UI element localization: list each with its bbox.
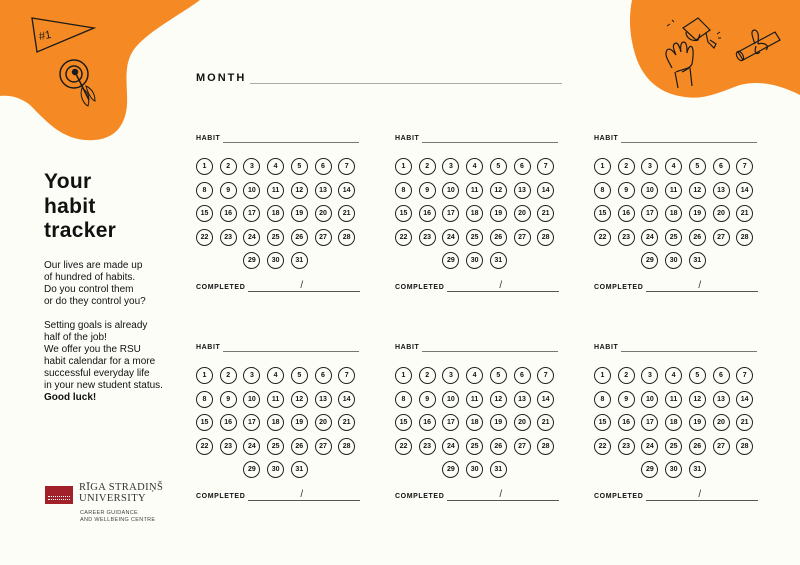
day-grid	[395, 158, 565, 276]
title-line: habit	[44, 194, 96, 218]
habit-input-line[interactable]	[422, 344, 558, 352]
month-field[interactable]	[196, 72, 562, 84]
day-circle[interactable]: 9	[419, 391, 436, 408]
completed-input-line[interactable]	[248, 489, 360, 501]
day-circle[interactable]: 22	[594, 229, 611, 246]
day-circle[interactable]: 16	[618, 205, 635, 222]
day-circle[interactable]: 24	[442, 438, 459, 455]
day-circle[interactable]: 1	[395, 158, 412, 175]
day-circle[interactable]: 14	[736, 391, 753, 408]
day-circle[interactable]: 10	[641, 182, 658, 199]
habit-label: HABIT	[594, 344, 619, 351]
completed-field[interactable]	[594, 489, 764, 501]
completed-input-line[interactable]	[447, 489, 559, 501]
completed-separator: /	[499, 280, 503, 291]
habit-block	[395, 340, 565, 501]
day-circle[interactable]: 9	[220, 391, 237, 408]
habit-block	[594, 131, 764, 292]
day-circle[interactable]: 3	[641, 367, 658, 384]
day-circle[interactable]: 12	[689, 391, 706, 408]
day-circle[interactable]: 16	[419, 205, 436, 222]
day-circle[interactable]: 7	[338, 367, 355, 384]
habit-label: HABIT	[196, 135, 221, 142]
day-circle[interactable]: 25	[665, 229, 682, 246]
completed-separator: /	[698, 280, 702, 291]
day-circle[interactable]: 21	[736, 414, 753, 431]
completed-field[interactable]	[395, 489, 565, 501]
text-line: successful everyday life	[44, 368, 150, 380]
day-circle[interactable]: 15	[594, 205, 611, 222]
day-circle[interactable]: 11	[267, 391, 284, 408]
day-circle[interactable]: 17	[442, 205, 459, 222]
day-circle[interactable]: 15	[196, 414, 213, 431]
day-circle[interactable]: 12	[291, 182, 308, 199]
completed-label: COMPLETED	[594, 493, 644, 500]
month-input-line[interactable]	[250, 73, 562, 84]
day-circle[interactable]: 21	[537, 414, 554, 431]
day-circle[interactable]: 25	[466, 229, 483, 246]
day-circle[interactable]: 3	[442, 367, 459, 384]
day-circle[interactable]: 28	[736, 438, 753, 455]
day-circle[interactable]: 14	[736, 182, 753, 199]
day-circle[interactable]: 17	[641, 414, 658, 431]
day-circle[interactable]: 7	[537, 367, 554, 384]
day-circle[interactable]: 20	[713, 414, 730, 431]
day-circle[interactable]: 9	[220, 182, 237, 199]
completed-label: COMPLETED	[594, 284, 644, 291]
habit-field[interactable]	[594, 131, 764, 143]
day-circle[interactable]: 7	[338, 158, 355, 175]
top-left-decoration	[0, 0, 210, 150]
day-circle[interactable]: 7	[736, 367, 753, 384]
day-circle[interactable]: 1	[395, 367, 412, 384]
day-circle[interactable]: 13	[315, 182, 332, 199]
day-circle[interactable]: 19	[490, 414, 507, 431]
day-circle[interactable]: 28	[537, 438, 554, 455]
day-circle[interactable]: 25	[267, 229, 284, 246]
day-circle[interactable]: 28	[338, 229, 355, 246]
habit-block	[594, 340, 764, 501]
habit-input-line[interactable]	[621, 135, 757, 143]
day-circle[interactable]: 12	[490, 391, 507, 408]
completed-separator: /	[698, 489, 702, 500]
day-circle[interactable]: 17	[442, 414, 459, 431]
day-circle[interactable]: 28	[736, 229, 753, 246]
day-circle[interactable]: 22	[196, 229, 213, 246]
day-circle[interactable]: 29	[442, 461, 459, 478]
day-circle[interactable]: 5	[689, 367, 706, 384]
day-circle[interactable]: 27	[514, 438, 531, 455]
day-circle[interactable]: 11	[466, 182, 483, 199]
day-circle[interactable]: 31	[490, 252, 507, 269]
day-circle[interactable]: 14	[338, 391, 355, 408]
day-circle[interactable]: 25	[665, 438, 682, 455]
day-circle[interactable]: 23	[419, 438, 436, 455]
day-circle[interactable]: 9	[419, 182, 436, 199]
day-circle[interactable]: 25	[267, 438, 284, 455]
completed-label: COMPLETED	[196, 284, 246, 291]
logo-sub-line2: AND WELLBEING CENTRE	[80, 517, 156, 523]
day-circle[interactable]: 27	[315, 229, 332, 246]
day-circle[interactable]: 4	[466, 158, 483, 175]
day-circle[interactable]: 13	[315, 391, 332, 408]
day-circle[interactable]: 2	[419, 158, 436, 175]
page-title	[44, 170, 194, 244]
day-circle[interactable]: 22	[196, 438, 213, 455]
day-circle[interactable]: 6	[514, 158, 531, 175]
habit-block	[196, 131, 366, 292]
day-circle[interactable]: 5	[490, 158, 507, 175]
day-circle[interactable]: 30	[267, 461, 284, 478]
day-circle[interactable]: 27	[713, 229, 730, 246]
day-circle[interactable]: 2	[419, 367, 436, 384]
day-circle[interactable]: 20	[315, 414, 332, 431]
day-circle[interactable]: 4	[267, 367, 284, 384]
day-circle[interactable]: 31	[291, 252, 308, 269]
text-line: of hundred of habits.	[44, 271, 136, 283]
text-line: Do you control them	[44, 283, 134, 295]
day-circle[interactable]: 24	[442, 229, 459, 246]
habit-input-line[interactable]	[621, 344, 757, 352]
day-circle[interactable]: 20	[315, 205, 332, 222]
day-circle[interactable]: 30	[267, 252, 284, 269]
university-name	[79, 482, 163, 504]
day-circle[interactable]: 21	[338, 205, 355, 222]
day-circle[interactable]: 19	[490, 205, 507, 222]
day-circle[interactable]: 13	[713, 391, 730, 408]
day-circle[interactable]: 4	[665, 367, 682, 384]
day-circle[interactable]: 8	[395, 391, 412, 408]
day-circle[interactable]: 23	[220, 229, 237, 246]
day-grid	[196, 158, 366, 276]
day-circle[interactable]: 10	[243, 182, 260, 199]
day-circle[interactable]: 8	[395, 182, 412, 199]
day-circle[interactable]: 20	[514, 414, 531, 431]
day-circle[interactable]: 3	[243, 158, 260, 175]
day-circle[interactable]: 16	[618, 414, 635, 431]
title-line: Your	[44, 170, 92, 193]
day-circle[interactable]: 10	[243, 391, 260, 408]
intro-panel	[44, 170, 194, 417]
day-circle[interactable]: 2	[220, 367, 237, 384]
day-circle[interactable]: 3	[243, 367, 260, 384]
completed-field[interactable]	[594, 280, 764, 292]
day-circle[interactable]: 27	[713, 438, 730, 455]
day-circle[interactable]: 4	[267, 158, 284, 175]
day-circle[interactable]: 22	[594, 438, 611, 455]
day-circle[interactable]: 31	[689, 461, 706, 478]
day-circle[interactable]: 19	[689, 205, 706, 222]
day-circle[interactable]: 12	[689, 182, 706, 199]
day-circle[interactable]: 16	[419, 414, 436, 431]
habit-block	[196, 340, 366, 501]
day-circle[interactable]: 29	[243, 252, 260, 269]
habit-field[interactable]	[594, 340, 764, 352]
day-circle[interactable]: 31	[291, 461, 308, 478]
day-circle[interactable]: 18	[267, 414, 284, 431]
text-line: Setting goals is already	[44, 319, 148, 331]
habit-input-line[interactable]	[422, 135, 558, 143]
day-circle[interactable]: 6	[713, 158, 730, 175]
day-circle[interactable]: 11	[665, 182, 682, 199]
day-grid	[395, 367, 565, 485]
completed-input-line[interactable]	[447, 280, 559, 292]
completed-field[interactable]	[196, 489, 366, 501]
text-line: habit calendar for a more	[44, 356, 156, 368]
day-circle[interactable]: 15	[594, 414, 611, 431]
day-circle[interactable]: 15	[196, 205, 213, 222]
logo-name-line2: UNIVERSITY	[79, 493, 146, 504]
intro-paragraph-2	[44, 320, 194, 405]
day-circle[interactable]: 5	[291, 367, 308, 384]
day-circle[interactable]: 29	[442, 252, 459, 269]
day-circle[interactable]: 9	[618, 182, 635, 199]
day-circle[interactable]: 14	[338, 182, 355, 199]
day-grid	[594, 367, 764, 485]
day-circle[interactable]: 18	[665, 205, 682, 222]
habit-block	[395, 131, 565, 292]
day-circle[interactable]: 4	[466, 367, 483, 384]
day-circle[interactable]: 26	[291, 438, 308, 455]
day-circle[interactable]: 19	[291, 205, 308, 222]
day-circle[interactable]: 24	[243, 438, 260, 455]
habit-field[interactable]	[395, 131, 565, 143]
habit-label: HABIT	[395, 135, 420, 142]
day-circle[interactable]: 14	[537, 182, 554, 199]
day-circle[interactable]: 26	[490, 438, 507, 455]
day-circle[interactable]: 12	[490, 182, 507, 199]
day-circle[interactable]: 30	[466, 252, 483, 269]
day-circle[interactable]: 20	[514, 205, 531, 222]
day-circle[interactable]: 29	[641, 252, 658, 269]
text-line: or do they control you?	[44, 295, 146, 307]
habit-field[interactable]	[395, 340, 565, 352]
day-circle[interactable]: 27	[514, 229, 531, 246]
day-circle[interactable]: 8	[594, 182, 611, 199]
day-circle[interactable]: 27	[315, 438, 332, 455]
logo-sub-line1: CAREER GUIDANCE	[80, 510, 138, 516]
day-circle[interactable]: 19	[689, 414, 706, 431]
day-circle[interactable]: 18	[466, 414, 483, 431]
day-circle[interactable]: 23	[618, 229, 635, 246]
completed-separator: /	[300, 280, 304, 291]
day-circle[interactable]: 18	[267, 205, 284, 222]
day-circle[interactable]: 16	[220, 414, 237, 431]
rsu-emblem-icon	[45, 486, 73, 504]
day-circle[interactable]: 15	[395, 414, 412, 431]
day-circle[interactable]: 21	[537, 205, 554, 222]
day-circle[interactable]: 28	[537, 229, 554, 246]
day-circle[interactable]: 26	[490, 229, 507, 246]
day-circle[interactable]: 10	[442, 391, 459, 408]
day-circle[interactable]: 11	[665, 391, 682, 408]
title-line: tracker	[44, 219, 117, 242]
day-circle[interactable]: 1	[196, 367, 213, 384]
text-line: Our lives are made up	[44, 259, 143, 271]
day-circle[interactable]: 4	[665, 158, 682, 175]
day-circle[interactable]: 12	[291, 391, 308, 408]
day-circle[interactable]: 23	[618, 438, 635, 455]
day-circle[interactable]: 30	[665, 252, 682, 269]
day-circle[interactable]: 9	[618, 391, 635, 408]
logo-name-line1: RĪGA STRADIŅŠ	[79, 482, 164, 493]
completed-separator: /	[499, 489, 503, 500]
habit-input-line[interactable]	[223, 135, 359, 143]
day-circle[interactable]: 18	[665, 414, 682, 431]
day-circle[interactable]: 25	[466, 438, 483, 455]
day-circle[interactable]: 2	[220, 158, 237, 175]
day-circle[interactable]: 24	[641, 438, 658, 455]
day-circle[interactable]: 6	[315, 367, 332, 384]
completed-label: COMPLETED	[196, 493, 246, 500]
day-circle[interactable]: 8	[196, 391, 213, 408]
centre-name	[80, 510, 155, 524]
day-circle[interactable]: 5	[291, 158, 308, 175]
day-circle[interactable]: 5	[689, 158, 706, 175]
day-circle[interactable]: 28	[338, 438, 355, 455]
day-circle[interactable]: 22	[395, 438, 412, 455]
day-circle[interactable]: 5	[490, 367, 507, 384]
day-circle[interactable]: 6	[713, 367, 730, 384]
day-circle[interactable]: 17	[641, 205, 658, 222]
day-circle[interactable]: 13	[514, 182, 531, 199]
day-circle[interactable]: 3	[641, 158, 658, 175]
day-circle[interactable]: 26	[689, 229, 706, 246]
text-line: half of the job!	[44, 331, 107, 343]
day-circle[interactable]: 21	[736, 205, 753, 222]
habit-input-line[interactable]	[223, 344, 359, 352]
habit-label: HABIT	[395, 344, 420, 351]
day-circle[interactable]: 31	[490, 461, 507, 478]
day-circle[interactable]: 7	[537, 158, 554, 175]
completed-input-line[interactable]	[248, 280, 360, 292]
day-circle[interactable]: 24	[641, 229, 658, 246]
month-label: MONTH	[196, 72, 247, 84]
day-circle[interactable]: 14	[537, 391, 554, 408]
day-circle[interactable]: 26	[689, 438, 706, 455]
day-grid	[594, 158, 764, 276]
day-circle[interactable]: 2	[618, 367, 635, 384]
day-circle[interactable]: 15	[395, 205, 412, 222]
svg-text:#1: #1	[38, 29, 53, 43]
completed-label: COMPLETED	[395, 284, 445, 291]
day-circle[interactable]: 6	[514, 367, 531, 384]
completed-label: COMPLETED	[395, 493, 445, 500]
closing-text: Good luck!	[44, 392, 97, 404]
habit-label: HABIT	[196, 344, 221, 351]
intro-paragraph-1	[44, 260, 194, 308]
day-circle[interactable]: 17	[243, 414, 260, 431]
day-circle[interactable]: 16	[220, 205, 237, 222]
day-circle[interactable]: 8	[196, 182, 213, 199]
day-circle[interactable]: 13	[514, 391, 531, 408]
text-line: We offer you the RSU	[44, 344, 141, 356]
completed-input-line[interactable]	[646, 280, 758, 292]
day-circle[interactable]: 26	[291, 229, 308, 246]
text-line: in your new student status.	[44, 380, 163, 392]
top-right-decoration	[620, 0, 800, 105]
day-circle[interactable]: 7	[736, 158, 753, 175]
day-circle[interactable]: 23	[220, 438, 237, 455]
day-circle[interactable]: 17	[243, 205, 260, 222]
habit-field[interactable]	[196, 131, 366, 143]
day-circle[interactable]: 21	[338, 414, 355, 431]
day-circle[interactable]: 24	[243, 229, 260, 246]
day-circle[interactable]: 13	[713, 182, 730, 199]
habit-label: HABIT	[594, 135, 619, 142]
day-circle[interactable]: 10	[641, 391, 658, 408]
completed-input-line[interactable]	[646, 489, 758, 501]
day-grid	[196, 367, 366, 485]
day-circle[interactable]: 8	[594, 391, 611, 408]
day-circle[interactable]: 23	[419, 229, 436, 246]
day-circle[interactable]: 11	[267, 182, 284, 199]
day-circle[interactable]: 6	[315, 158, 332, 175]
day-circle[interactable]: 11	[466, 391, 483, 408]
day-circle[interactable]: 31	[689, 252, 706, 269]
day-circle[interactable]: 1	[594, 367, 611, 384]
day-circle[interactable]: 1	[196, 158, 213, 175]
day-circle[interactable]: 30	[665, 461, 682, 478]
day-circle[interactable]: 3	[442, 158, 459, 175]
day-circle[interactable]: 30	[466, 461, 483, 478]
day-circle[interactable]: 1	[594, 158, 611, 175]
day-circle[interactable]: 20	[713, 205, 730, 222]
completed-field[interactable]	[395, 280, 565, 292]
day-circle[interactable]: 10	[442, 182, 459, 199]
day-circle[interactable]: 2	[618, 158, 635, 175]
day-circle[interactable]: 29	[641, 461, 658, 478]
day-circle[interactable]: 22	[395, 229, 412, 246]
day-circle[interactable]: 18	[466, 205, 483, 222]
day-circle[interactable]: 29	[243, 461, 260, 478]
day-circle[interactable]: 19	[291, 414, 308, 431]
completed-field[interactable]	[196, 280, 366, 292]
completed-separator: /	[300, 489, 304, 500]
habit-field[interactable]	[196, 340, 366, 352]
